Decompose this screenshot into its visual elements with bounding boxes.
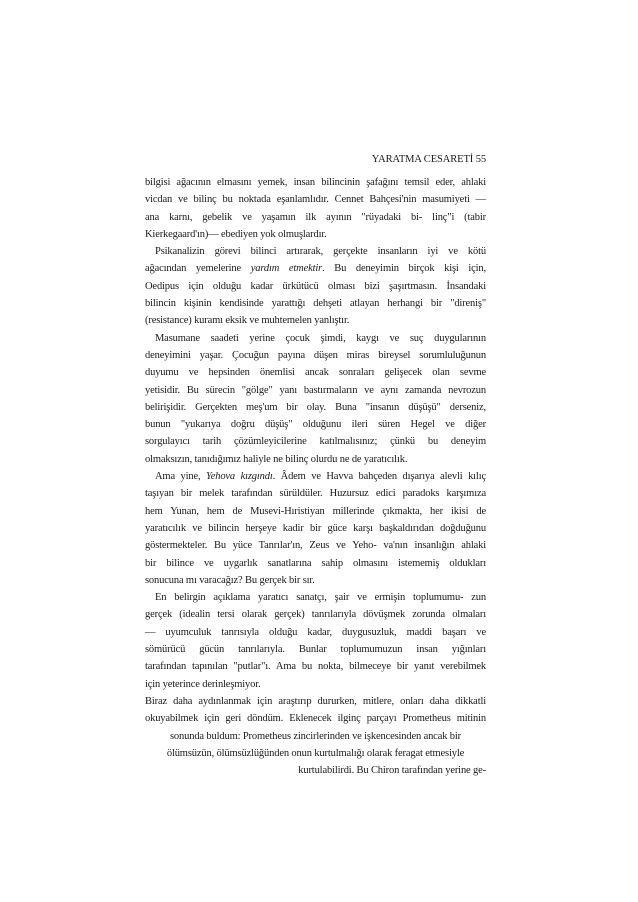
text-line: vicdan ve bilinç bu noktada eşanlamlıdır. Cennet Bahçesi'nin masumiyeti — — [145, 194, 486, 206]
text-run: ağacından yemelerine — [145, 263, 251, 275]
text-line: deneyimini yaşar. Çocuğun payına düşen miras bireysel sorumluluğunun — [145, 349, 486, 361]
emphasis-text: yardım etmektir — [250, 263, 323, 275]
text-line: duyumu ve hepsinden önemlisi ancak sonraları gelişecek olan sevme — [145, 367, 486, 379]
text-line: bir bilince ve uygarlık sanatlarına sahip olmasını istememiş oldukları — [145, 557, 486, 569]
text-line: ölümsüzün, ölümsüzlüğünden onun kurtulmalığı olarak feragat etmesiyle — [166, 747, 465, 759]
text-line: yaratıcılık ve bilincin herşeye kadir bir güce karşı başkaldırıdan doğduğunu — [145, 522, 486, 534]
text-line: (resistance) kuramı eksik ve muhtemelen yanlıştır. — [145, 315, 350, 327]
text-line: yetisidir. Bu sürecin "gölge" yanı bastırmaların ve aynı zamanda nevrozun — [145, 384, 486, 396]
paragraph-start-line: Psikanalizin görevi bilinci artırarak, gerçekte insanların iyi ve kötü — [155, 246, 486, 258]
paragraph-start-line: En belirgin açıklama yaratıcı sanatçı, şair ve ermişin toplumumu- zun — [155, 592, 486, 604]
emphasis-text: Yehova kızgındı — [205, 471, 273, 483]
text-line: taşıyan bir melek tarafından sürüldüler. Huzursuz edici paradoks karşımıza — [145, 488, 486, 500]
text-run: . Bu deneyimin birçok kişi için, — [322, 263, 486, 275]
text-line: Oedipus için olduğu kadar ürkütücü olması bizi şaşırtmasın. İnsandaki — [145, 280, 486, 292]
text-line: belirişidir. Gerçekten meş'um bir olay. Buna "insanın düşüşü" derseniz, — [145, 401, 486, 413]
text-line: sonunda buldum: Prometheus zincirlerinden ve işkencesinden ancak bir — [169, 730, 461, 742]
text-line: hem Yunan, hem de Musevi-Hıristiyan millerinde çıkmakta, her ikisi de — [145, 505, 486, 517]
text-line: sonucuna mı varacağız? Bu gerçek bir sır. — [145, 574, 315, 586]
text-line — [145, 260, 486, 277]
text-line: göstermekteler. Bu yüce Tanrılar'ın, Zeus ve Yeho- va'nın insanlığın ahlaki — [145, 540, 486, 552]
text-line: ana karnı, gebelik ve yaşamın ilk ayının "rüyadaki bi- linç"i (tabir — [145, 211, 486, 223]
text-line: bunun "yukarıya doğru düşüş" olduğunu ileri süren Hegel ve diğer — [145, 419, 486, 431]
text-run: . Âdem ve Havva bahçeden dışarıya alevli kılıç — [272, 471, 486, 483]
text-line: Biraz daha aydınlanmak için araştırıp dururken, mitlere, onları daha dikkatli — [145, 695, 486, 707]
paragraph-start-line: Masumane saadeti yerine çocuk şimdi, kaygı ve suç duygularının — [155, 332, 486, 344]
text-line: kurtulabilirdi. Bu Chiron tarafından yerine ge- — [298, 765, 486, 777]
text-line: gerçek (idealin tersi olarak gerçek) tanrılarıyla dövüşmek zorunda olmaları — [145, 609, 486, 621]
text-line: tarafından tapınılan "putlar"ı. Ama bu nokta, bilmeceye bir yanıt verebilmek — [145, 661, 486, 673]
text-line: sorgulayıcı tarih çözümleyicilerine katılmalısınız; çünkü bu deneyim — [145, 436, 486, 448]
page-body — [145, 174, 486, 779]
text-line: bilgisi ağacının elmasını yemek, insan bilincinin şafağını temsil eder, ahlaki — [145, 177, 486, 188]
text-line: sömürücü gücün tanrılarıyla. Bunlar toplumumuzun insan yığınları — [145, 644, 486, 656]
text-line: için yeterince derinleşmiyor. — [145, 678, 261, 690]
text-line: — uyumculuk tanrısıyla olduğu kadar, duygusuzluk, maddi başarı ve — [145, 626, 486, 638]
text-line: bilincin kişinin kendisinde yarattığı dehşeti atlayan herhangi bir "direniş" — [145, 298, 486, 310]
text-run: Ama yine, — [155, 471, 206, 483]
text-line: Kierkegaard'ın)— ebediyen yok olmuşlardır. — [145, 228, 327, 240]
text-line: olmaksızın, tanıdığımız haliyle ne bilinç olurdu ne de yaratıcılık. — [145, 453, 408, 465]
running-header: YARATMA CESARETİ 55 — [371, 154, 486, 165]
paragraph-start-line — [145, 468, 486, 485]
text-line: okuyabilmek için geri döndüm. Eklenecek ilginç parçayı Prometheus mitinin — [145, 713, 486, 725]
